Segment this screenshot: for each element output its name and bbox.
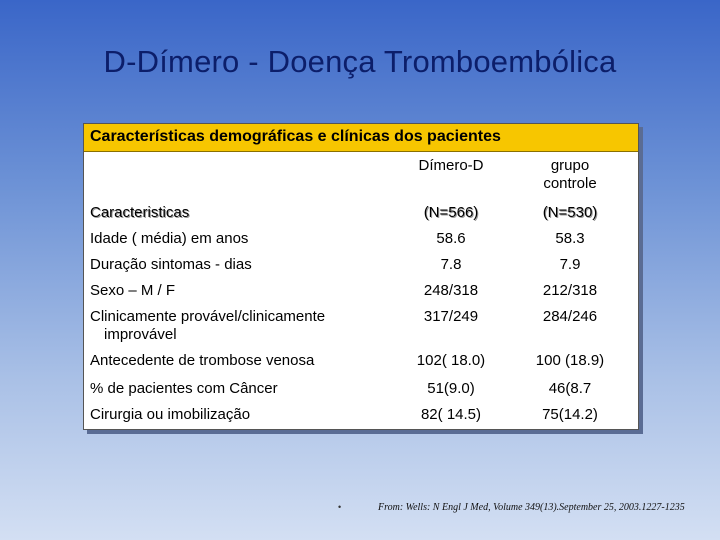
row-label-surgery: Cirurgia ou imobilização <box>90 406 251 423</box>
row-label-sex: Sexo – M / F <box>90 282 176 299</box>
row-label-age: Idade ( média) em anos <box>90 230 249 247</box>
row-value-clinical-control: 284/246 <box>542 308 598 325</box>
row-value-thrombosis-d-dimer: 102( 18.0) <box>416 352 486 369</box>
row-value-age-control: 58.3 <box>555 230 585 247</box>
row-value-sex-d-dimer: 248/318 <box>423 282 479 299</box>
row-value-thrombosis-control: 100 (18.9) <box>535 352 605 369</box>
slide-title: D-Dímero - Doença Tromboembólica <box>103 44 617 79</box>
row-label-symptom-duration: Duração sintomas - dias <box>90 256 252 273</box>
row-label-clinical-probability-cont: improvável <box>104 326 177 343</box>
row-value-cancer-control: 46(8.7 <box>548 380 592 397</box>
col-header-control: grupo controle <box>543 157 597 192</box>
row-label-clinical-probability: Clinicamente provável/clinicamente <box>90 308 326 325</box>
table-caption: Características demográficas e clínicas dos pacientes <box>90 128 501 145</box>
row-label-thrombosis-history: Antecedente de trombose venosa <box>90 352 315 369</box>
row-value-duration-control: 7.9 <box>559 256 581 273</box>
row-value-surgery-control: 75(14.2) <box>542 406 598 423</box>
footnote-citation: From: Wells: N Engl J Med, Volume 349(13).September 25, 2003.1227-1235 <box>378 502 685 513</box>
row-value-duration-d-dimer: 7.8 <box>440 256 462 273</box>
row-value-surgery-d-dimer: 82( 14.5) <box>420 406 482 423</box>
section-label: Caracteristicas <box>90 204 190 221</box>
n-control: (N=530) <box>542 204 598 221</box>
row-value-clinical-d-dimer: 317/249 <box>423 308 479 325</box>
row-value-cancer-d-dimer: 51(9.0) <box>427 380 475 397</box>
row-label-cancer: % de pacientes com Câncer <box>90 380 278 397</box>
patient-characteristics-table <box>83 123 639 430</box>
footnote-bullet: • <box>338 502 342 512</box>
row-value-age-d-dimer: 58.6 <box>436 230 466 247</box>
n-d-dimer: (N=566) <box>423 204 479 221</box>
col-header-d-dimer: Dímero-D <box>418 157 484 174</box>
table-caption-bar <box>84 124 638 152</box>
row-value-sex-control: 212/318 <box>542 282 598 299</box>
